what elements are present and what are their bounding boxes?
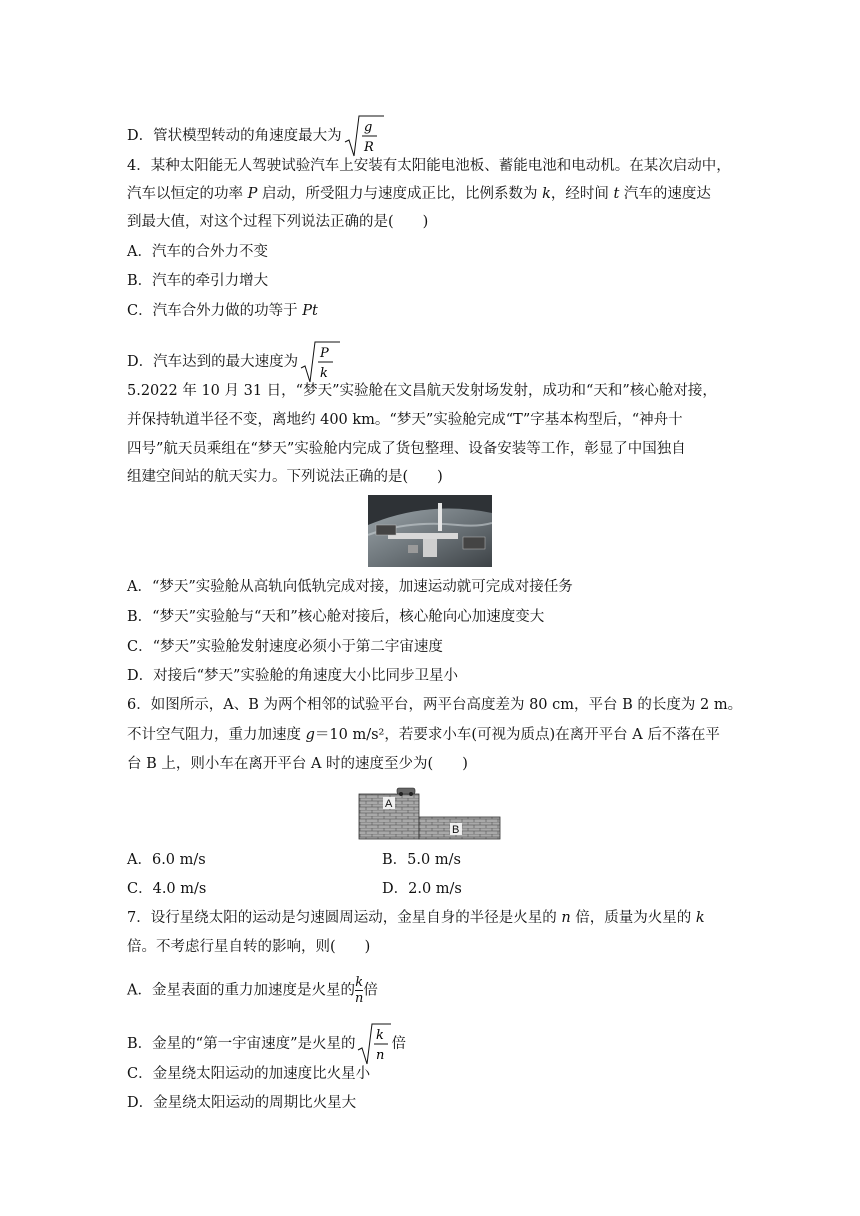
sqrt-p-over-k bbox=[300, 340, 340, 384]
q6-option-b: B．5.0 m/s bbox=[382, 852, 461, 868]
svg-text:k: k bbox=[320, 366, 329, 381]
q5-option-d: D．对接后“梦天”实验舱的角速度大小比同步卫星小 bbox=[127, 668, 458, 684]
q3-option-d-text: D．管状模型转动的角速度最大为 bbox=[127, 128, 342, 144]
q4-option-b: B．汽车的牵引力增大 bbox=[127, 273, 269, 289]
q5-line-4: 组建空间站的航天实力。下列说法正确的是( ) bbox=[127, 469, 443, 485]
q3-den: R bbox=[363, 140, 374, 155]
q4-option-a: A．汽车的合外力不变 bbox=[127, 244, 268, 260]
frac-k-over-n: $\frac{k}{n}$ bbox=[354, 975, 364, 1006]
q6-option-a: A．6.0 m/s bbox=[127, 852, 206, 868]
q7-option-d: D．金星绕太阳运动的周期比火星大 bbox=[127, 1095, 357, 1111]
sqrt-g-over-r bbox=[344, 114, 384, 158]
q5-line-2: 并保持轨道半径不变，离地约 400 km。“梦天”实验舱完成“T”字基本构型后，“神舟十 bbox=[127, 412, 683, 428]
q7-option-b: B．金星的“第一宇宙速度”是火星的 k n 倍 bbox=[127, 1022, 406, 1066]
q6-line-3: 台 B 上，则小车在离开平台 A 时的速度至少为( ) bbox=[127, 756, 468, 772]
q3-option-d bbox=[127, 114, 384, 158]
q4-line-2: 汽车以恒定的功率 P 启动，所受阻力与速度成正比，比例系数为 k，经时间 t 汽车的速度达 bbox=[127, 186, 711, 202]
q6-option-c: C．4.0 m/s bbox=[127, 881, 207, 897]
svg-text:n: n bbox=[376, 1048, 385, 1063]
q3-num: g bbox=[363, 120, 372, 135]
label-b: B bbox=[452, 824, 460, 836]
q7-option-c: C．金星绕太阳运动的加速度比火星小 bbox=[127, 1066, 371, 1082]
q6-option-d: D．2.0 m/s bbox=[382, 881, 462, 897]
q7-line-1: 7．设行星绕太阳的运动是匀速圆周运动，金星自身的半径是火星的 n 倍，质量为火星的 k bbox=[127, 910, 705, 926]
q4-line-1: 4．某种太阳能无人驾驶试验汽车上安装有太阳能电池板、蓄能电池和电动机。在某次启动中， bbox=[127, 158, 731, 174]
q5-option-c: C．“梦天”实验舱发射速度必须小于第二宇宙速度 bbox=[127, 639, 443, 655]
svg-text:P: P bbox=[320, 346, 329, 361]
label-a: A bbox=[385, 798, 393, 810]
svg-text:k: k bbox=[376, 1028, 385, 1043]
q4-option-d: D．汽车达到的最大速度为 P k bbox=[127, 340, 340, 384]
space-station-photo bbox=[368, 495, 492, 567]
sqrt-k-over-n bbox=[357, 1022, 391, 1066]
q6-line-2: 不计空气阻力，重力加速度 g＝10 m/s²，若要求小车(可视为质点)在离开平台 A 后不落在平 bbox=[127, 727, 720, 743]
q5-line-3: 四号”航天员乘组在“梦天”实验舱内完成了货包整理、设备安装等工作，彰显了中国独自 bbox=[127, 441, 686, 457]
q7-option-a: A．金星表面的重力加速度是火星的 $\frac{k}{n}$ 倍 bbox=[127, 975, 378, 1006]
q4-option-c: C．汽车合外力做的功等于 Pt bbox=[127, 303, 318, 319]
q5-option-a: A．“梦天”实验舱从高轨向低轨完成对接，加速运动就可完成对接任务 bbox=[127, 579, 573, 595]
q6-line-1: 6．如图所示，A、B 为两个相邻的试验平台，两平台高度差为 80 cm，平台 B 的长度为 2 m。 bbox=[127, 697, 743, 713]
q4-line-3: 到最大值，对这个过程下列说法正确的是( ) bbox=[127, 214, 429, 230]
q5-option-b: B．“梦天”实验舱与“天和”核心舱对接后，核心舱向心加速度变大 bbox=[127, 609, 545, 625]
platform-diagram bbox=[357, 786, 502, 840]
q7-line-2: 倍。不考虑行星自转的影响，则( ) bbox=[127, 939, 371, 955]
q5-line-1: 5.2022 年 10 月 31 日，“梦天”实验舱在文昌航天发射场发射，成功和“天和”核心舱对接， bbox=[127, 383, 717, 399]
